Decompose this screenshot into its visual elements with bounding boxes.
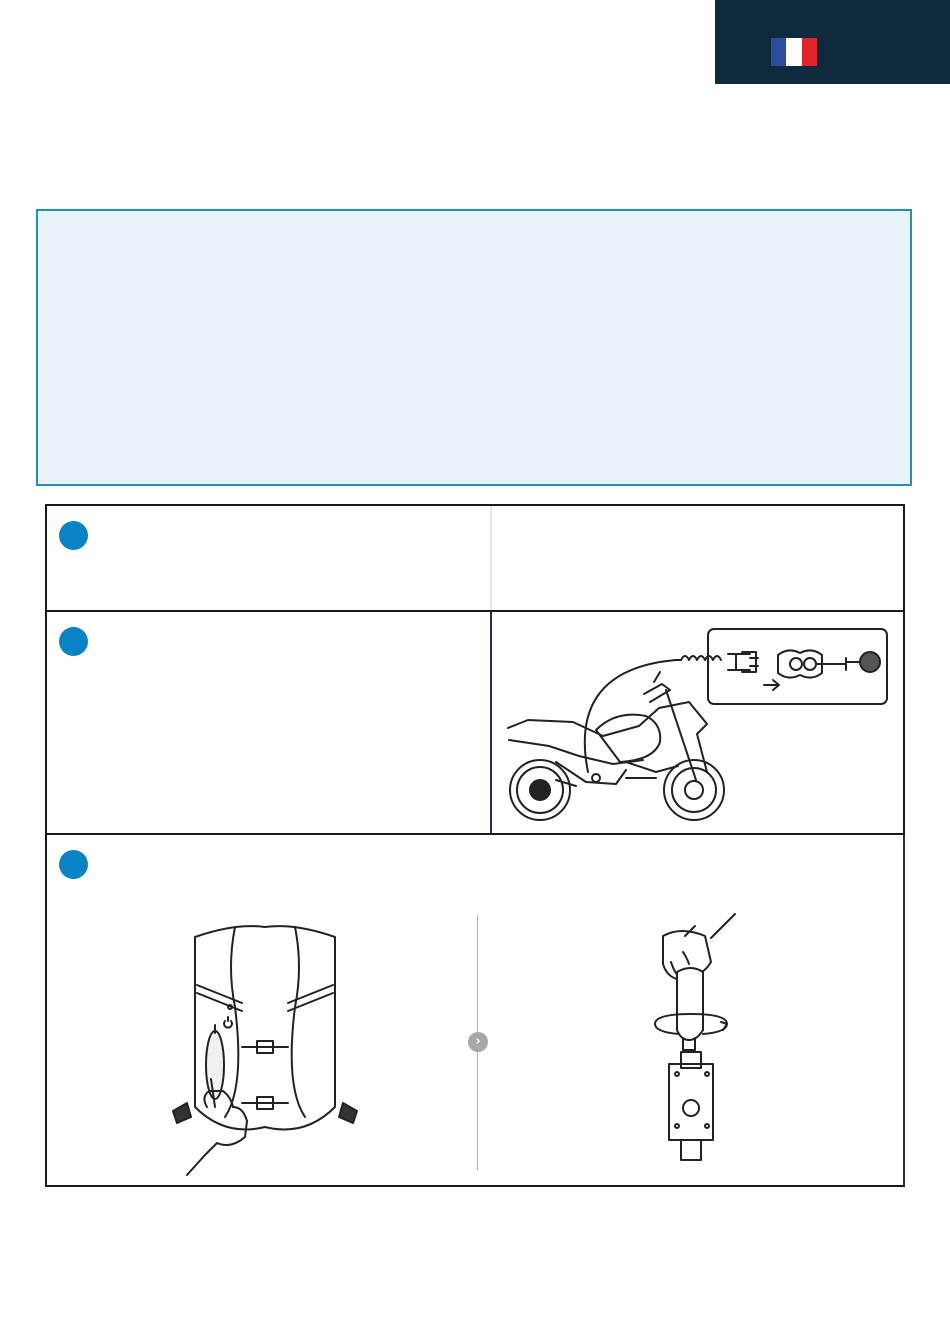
flag-blue-stripe: [771, 38, 786, 66]
column-divider: [490, 506, 492, 610]
flag-white-stripe: [786, 38, 801, 66]
vest-cartridge-icon: [165, 915, 365, 1177]
cartridge-unscrew-icon: [635, 912, 745, 1167]
flag-red-stripe: [802, 38, 817, 66]
info-box: [36, 209, 912, 486]
language-tab[interactable]: [715, 0, 950, 84]
french-flag-icon[interactable]: [771, 38, 817, 66]
chevron-right-icon: ›: [468, 1032, 488, 1052]
row-divider: [45, 610, 905, 612]
row-divider: [45, 833, 905, 835]
step-2-badge: [59, 627, 88, 656]
motorcycle-tether-icon: [496, 622, 896, 827]
column-divider: [490, 612, 492, 833]
step-3-badge: [59, 850, 88, 879]
step-1-badge: [59, 521, 88, 550]
right-edge-line: [903, 835, 905, 1185]
